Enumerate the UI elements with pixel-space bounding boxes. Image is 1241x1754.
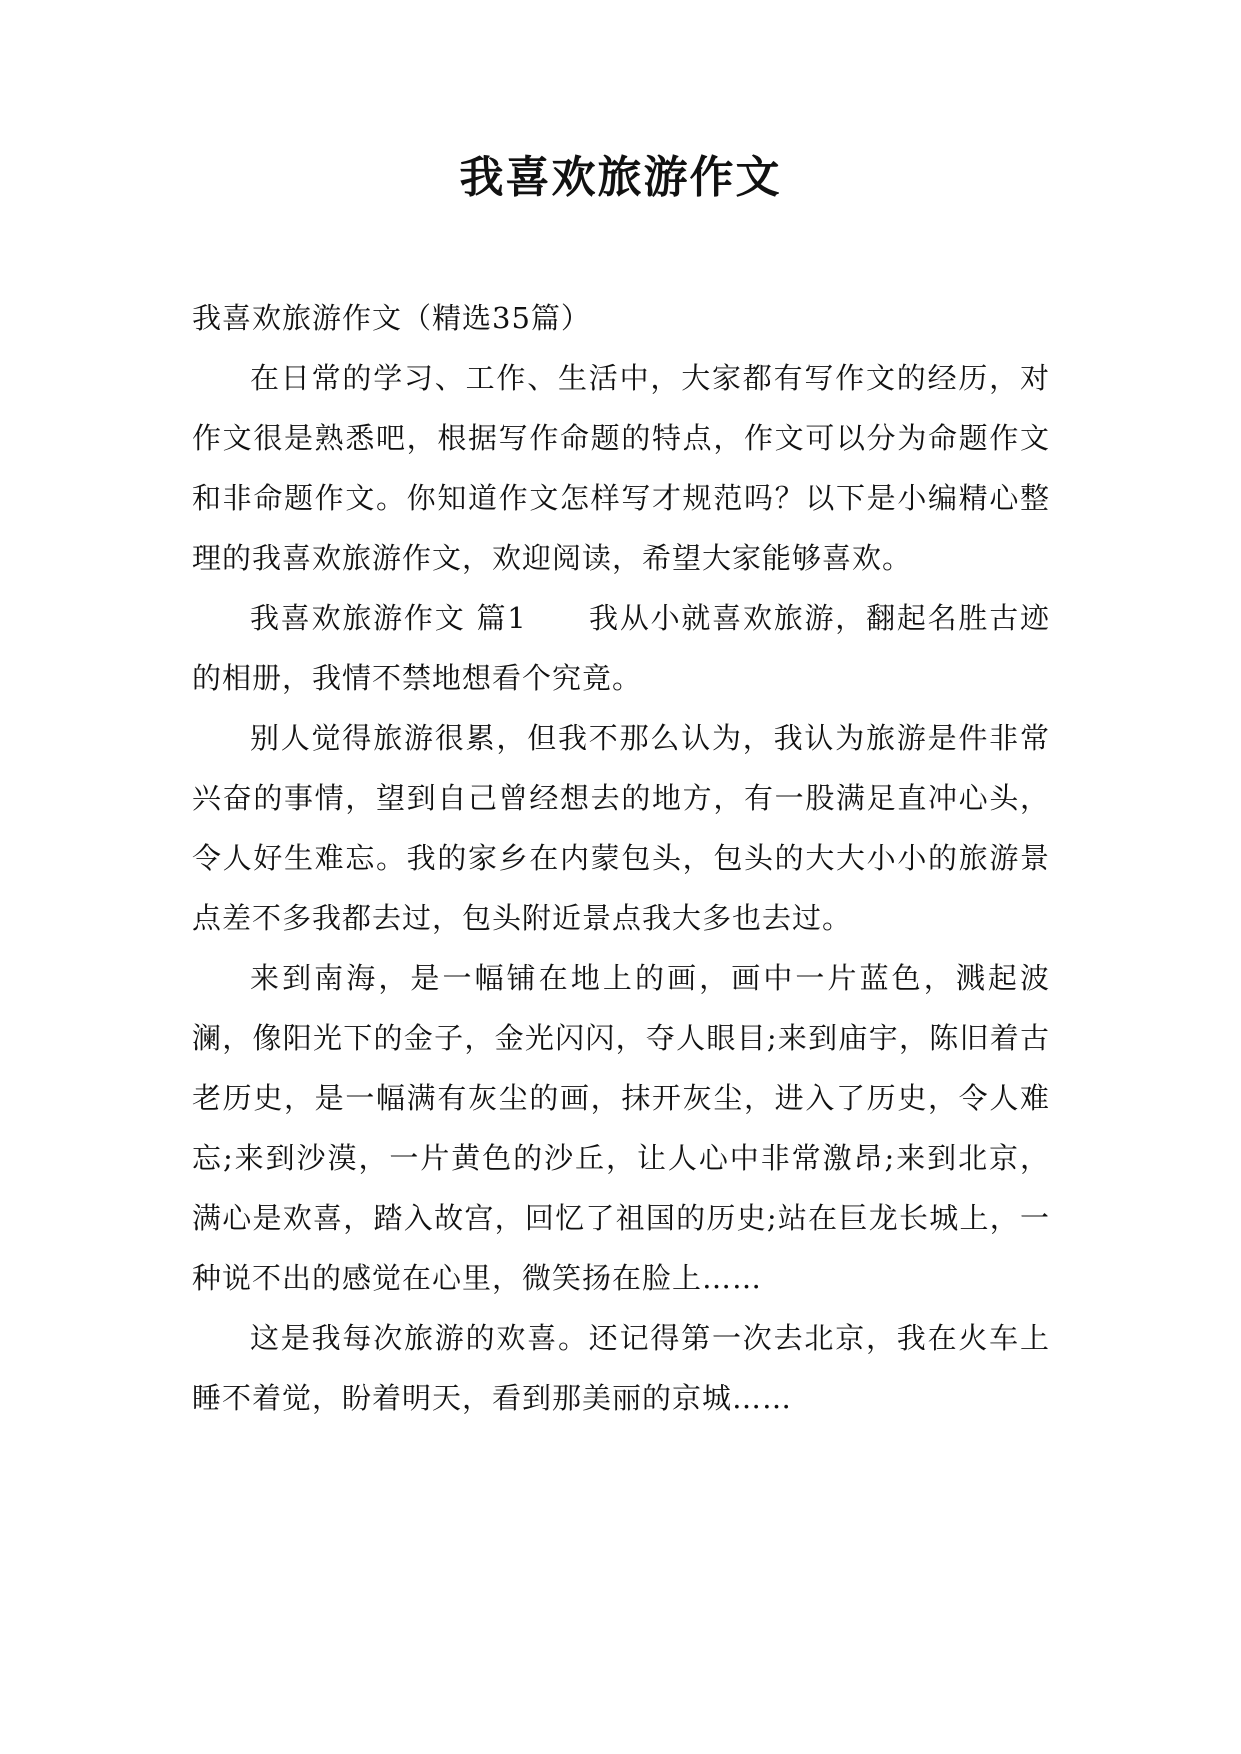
paragraph-essay-1-opening: 我喜欢旅游作文 篇1 我从小就喜欢旅游，翻起名胜古迹的相册，我情不禁地想看个究竟。 — [192, 601, 1050, 695]
paragraph-essay-1-body-2: 来到南海，是一幅铺在地上的画，画中一片蓝色，溅起波澜，像阳光下的金子，金光闪闪，夺人眼目;来到庙宇，陈旧着古老历史，是一幅满有灰尘的画，抹开灰尘，进入了历史，令人难忘;来到沙漠，一片黄色的沙丘，让人心中非常激昂;来到北京，满心是欢喜，踏入故宫，回忆了祖国的历史;站在巨龙长城上，一种说不出的感觉在心里，微笑扬在脸上…… — [192, 961, 1050, 1295]
document-title: 我喜欢旅游作文 — [459, 152, 782, 203]
document-subtitle: 我喜欢旅游作文（精选35篇） — [192, 301, 591, 335]
paragraph-essay-1-body-3: 这是我每次旅游的欢喜。还记得第一次去北京，我在火车上睡不着觉，盼着明天，看到那美丽的京城…… — [192, 1321, 1050, 1415]
document-body — [192, 288, 1050, 1428]
paragraph-essay-1-body-1: 别人觉得旅游很累，但我不那么认为，我认为旅游是件非常兴奋的事情，望到自己曾经想去的地方，有一股满足直冲心头，令人好生难忘。我的家乡在内蒙包头，包头的大大小小的旅游景点差不多我都去过，包头附近景点我大多也去过。 — [192, 721, 1050, 935]
paragraph-intro: 在日常的学习、工作、生活中，大家都有写作文的经历，对作文很是熟悉吧，根据写作命题的特点，作文可以分为命题作文和非命题作文。你知道作文怎样写才规范吗？以下是小编精心整理的我喜欢旅游作文，欢迎阅读，希望大家能够喜欢。 — [192, 361, 1050, 575]
